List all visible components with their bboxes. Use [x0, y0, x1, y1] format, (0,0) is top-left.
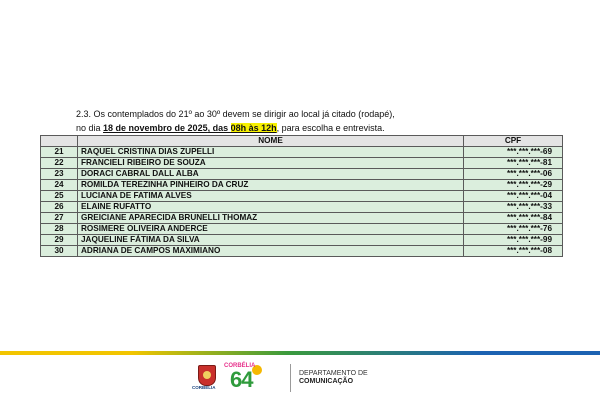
table-row [41, 180, 563, 191]
intro-paragraph [76, 107, 546, 135]
table-row [41, 191, 563, 202]
row-cpf: ***.***.***-04 [464, 191, 563, 202]
row-cpf: ***.***.***-69 [464, 147, 563, 158]
header-name: NOME [78, 136, 464, 147]
row-cpf: ***.***.***-08 [464, 246, 563, 257]
row-name: ROMILDA TEREZINHA PINHEIRO DA CRUZ [78, 180, 464, 191]
row-number: 23 [41, 169, 78, 180]
row-name: LUCIANA DE FATIMA ALVES [78, 191, 464, 202]
header-cpf: CPF [464, 136, 563, 147]
contemplated-table [40, 135, 563, 257]
row-cpf: ***.***.***-99 [464, 235, 563, 246]
row-number: 27 [41, 213, 78, 224]
department-label [299, 370, 368, 386]
row-name: GREICIANE APARECIDA BRUNELLI THOMAZ [78, 213, 464, 224]
table-row [41, 224, 563, 235]
row-name: RAQUEL CRISTINA DIAS ZUPELLI [78, 147, 464, 158]
footer-color-bar [0, 351, 600, 355]
row-cpf: ***.***.***-84 [464, 213, 563, 224]
footer-divider [290, 364, 291, 392]
row-name: ADRIANA DE CAMPOS MAXIMIANO [78, 246, 464, 257]
footer [192, 362, 368, 394]
row-number: 30 [41, 246, 78, 257]
row-name: DORACI CABRAL DALL ALBA [78, 169, 464, 180]
row-number: 25 [41, 191, 78, 202]
badge-text: CORBÉLIA [224, 363, 256, 369]
row-number: 22 [41, 158, 78, 169]
row-name: FRANCIELI RIBEIRO DE SOUZA [78, 158, 464, 169]
table-row [41, 158, 563, 169]
row-cpf: ***.***.***-29 [464, 180, 563, 191]
intro-line-1: 2.3. Os contemplados do 21º ao 30º devem se dirigir ao local já citado (rodapé), [76, 109, 395, 119]
intro-date: 18 de novembro de 2025 [103, 123, 208, 133]
intro-prefix: no dia [76, 123, 104, 133]
intro-line-2 [76, 121, 546, 135]
table-row [41, 213, 563, 224]
header-number [41, 136, 78, 147]
row-number: 21 [41, 147, 78, 158]
row-name: JAQUELINE FÁTIMA DA SILVA [78, 235, 464, 246]
table-row [41, 246, 563, 257]
intro-time-range: 08h às 12h [230, 123, 277, 133]
table-header-row [41, 136, 563, 147]
row-cpf: ***.***.***-06 [464, 169, 563, 180]
badge-number: 64 [230, 367, 253, 392]
row-number: 28 [41, 224, 78, 235]
table-row [41, 202, 563, 213]
table-row [41, 235, 563, 246]
city-crest-logo [192, 365, 216, 391]
dept-line-1: DEPARTAMENTO DE [299, 370, 368, 377]
dept-line-2: COMUNICAÇÃO [299, 378, 354, 385]
row-name: ROSIMERE OLIVEIRA ANDERCE [78, 224, 464, 235]
table-row [41, 147, 563, 158]
intro-suffix: , para escolha e entrevista. [276, 123, 385, 133]
anniversary-logo [224, 363, 282, 393]
row-cpf: ***.***.***-76 [464, 224, 563, 235]
row-cpf: ***.***.***-81 [464, 158, 563, 169]
row-name: ELAINE RUFATTO [78, 202, 464, 213]
row-number: 26 [41, 202, 78, 213]
intro-from-label: , das [207, 123, 231, 133]
row-number: 29 [41, 235, 78, 246]
row-number: 24 [41, 180, 78, 191]
row-cpf: ***.***.***-33 [464, 202, 563, 213]
table-row [41, 169, 563, 180]
crest-shield-icon [198, 365, 216, 386]
crest-caption: CORBÉLIA [192, 385, 216, 390]
